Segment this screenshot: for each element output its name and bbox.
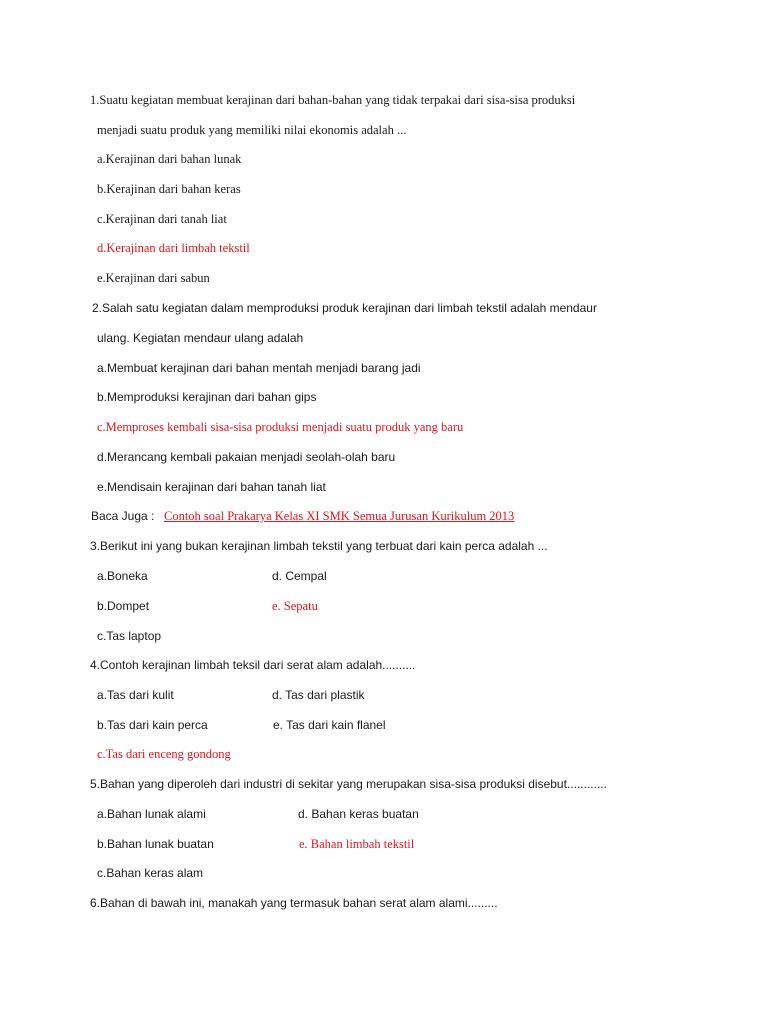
question-1-option-c: c.Kerajinan dari tanah liat bbox=[97, 212, 227, 226]
question-6-line-1: 6.Bahan di bawah ini, manakah yang termasuk bahan serat alam alami......... bbox=[90, 896, 498, 910]
question-1-line-1: 1.Suatu kegiatan membuat kerajinan dari bahan-bahan yang tidak terpakai dari sisa-sisa produksi bbox=[90, 93, 576, 107]
question-5-option-b: b.Bahan lunak buatan bbox=[97, 837, 214, 851]
question-2-option-b: b.Memproduksi kerajinan dari bahan gips bbox=[97, 390, 317, 404]
question-5-line-1: 5.Bahan yang diperoleh dari industri di sekitar yang merupakan sisa-sisa produksi disebut............ bbox=[90, 777, 607, 791]
question-3-option-e-answer: e. Sepatu bbox=[272, 599, 318, 613]
baca-juga-label: Baca Juga : bbox=[91, 509, 155, 523]
question-5-option-e-answer: e. Bahan limbah tekstil bbox=[299, 837, 415, 851]
question-2-option-a: a.Membuat kerajinan dari bahan mentah menjadi barang jadi bbox=[97, 361, 421, 375]
question-2-line-1: 2.Salah satu kegiatan dalam memproduksi produk kerajinan dari limbah tekstil adalah mendaur bbox=[92, 301, 597, 315]
question-4-option-a: a.Tas dari kulit bbox=[97, 688, 174, 702]
question-4-line-1: 4.Contoh kerajinan limbah teksil dari serat alam adalah.......... bbox=[90, 658, 416, 672]
question-4-option-d: d. Tas dari plastik bbox=[272, 688, 365, 702]
question-3-line-1: 3.Berikut ini yang bukan kerajinan limbah tekstil yang terbuat dari kain perca adalah ... bbox=[90, 539, 548, 553]
question-2-option-e: e.Mendisain kerajinan dari bahan tanah liat bbox=[97, 480, 326, 494]
question-2-line-2: ulang. Kegiatan mendaur ulang adalah bbox=[97, 331, 304, 345]
question-1-option-b: b.Kerajinan dari bahan keras bbox=[97, 182, 241, 196]
question-3-option-c: c.Tas laptop bbox=[97, 629, 162, 643]
question-5-option-d: d. Bahan keras buatan bbox=[298, 807, 419, 821]
question-3-option-a: a.Boneka bbox=[97, 569, 148, 583]
question-4-option-e: e. Tas dari kain flanel bbox=[273, 718, 386, 732]
question-1-option-a: a.Kerajinan dari bahan lunak bbox=[97, 152, 242, 166]
question-1-line-2: menjadi suatu produk yang memiliki nilai ekonomis adalah ... bbox=[97, 123, 407, 137]
question-1-option-e: e.Kerajinan dari sabun bbox=[97, 271, 210, 285]
question-4-option-b: b.Tas dari kain perca bbox=[97, 718, 208, 732]
question-3-option-b: b.Dompet bbox=[97, 599, 150, 613]
question-4-option-c-answer: c.Tas dari enceng gondong bbox=[97, 747, 231, 761]
question-2-option-d: d.Merancang kembali pakaian menjadi seolah-olah baru bbox=[97, 450, 396, 464]
question-1-option-d-answer: d.Kerajinan dari limbah tekstil bbox=[97, 241, 250, 255]
question-5-option-c: c.Bahan keras alam bbox=[97, 866, 204, 880]
question-5-option-a: a.Bahan lunak alami bbox=[97, 807, 206, 821]
question-2-option-c-answer: c.Memproses kembali sisa-sisa produksi menjadi suatu produk yang baru bbox=[97, 420, 464, 434]
baca-juga-link[interactable]: Contoh soal Prakarya Kelas XI SMK Semua Jurusan Kurikulum 2013 bbox=[164, 509, 515, 523]
question-3-option-d: d. Cempal bbox=[272, 569, 327, 583]
